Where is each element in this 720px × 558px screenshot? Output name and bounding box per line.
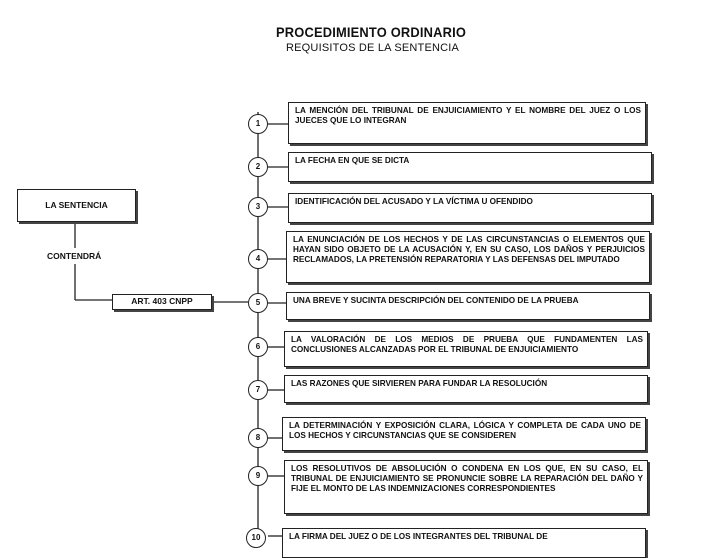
step-circle-2: 2 [248,157,268,177]
step-circle-8: 8 [248,428,268,448]
requirement-box-1: LA MENCIÓN DEL TRIBUNAL DE ENJUICIAMIENTO Y EL NOMBRE DEL JUEZ O LOS JUECES QUE LO INTEGRAN [288,102,646,144]
step-circle-6: 6 [248,337,268,357]
step-circle-1: 1 [248,114,268,134]
requirement-box-5: UNA BREVE Y SUCINTA DESCRIPCIÓN DEL CONTENIDO DE LA PRUEBA [286,292,650,320]
page-title: PROCEDIMIENTO ORDINARIO [276,24,467,40]
requirement-box-7: LAS RAZONES QUE SIRVIEREN PARA FUNDAR LA RESOLUCIÓN [284,375,648,403]
requirement-box-3: IDENTIFICACIÓN DEL ACUSADO Y LA VÍCTIMA U OFENDIDO [288,193,652,223]
step-circle-7: 7 [248,380,268,400]
sentencia-box [17,189,136,222]
requirement-box-6: LA VALORACIÓN DE LOS MEDIOS DE PRUEBA QUE FUNDAMENTEN LAS CONCLUSIONES ALCANZADAS POR EL TRIBUNAL DE ENJUICIAMIENTO [284,331,648,367]
step-circle-10: 10 [246,528,266,548]
step-circle-4: 4 [248,249,268,269]
contendra-label: CONTENDRÁ [47,251,102,261]
requirement-box-2: LA FECHA EN QUE SE DICTA [288,152,652,182]
article-label: ART. 403 CNPP [131,296,193,306]
sentencia-label: LA SENTENCIA [45,200,108,210]
page-subtitle: REQUISITOS DE LA SENTENCIA [286,42,460,54]
requirement-box-10: LA FIRMA DEL JUEZ O DE LOS INTEGRANTES DEL TRIBUNAL DE [282,528,646,558]
requirement-box-8: LA DETERMINACIÓN Y EXPOSICIÓN CLARA, LÓGICA Y COMPLETA DE CADA UNO DE LOS HECHOS Y CIRCUNSTANCIAS QUE SE CONSIDEREN [282,417,646,451]
step-circle-9: 9 [248,466,268,486]
requirement-box-9: LOS RESOLUTIVOS DE ABSOLUCIÓN O CONDENA EN LOS QUE, EN SU CASO, EL TRIBUNAL DE ENJUICIAMIENTO SE PRONUNCIE SOBRE LA REPARACIÓN DEL DAÑO Y FIJE EL MONTO DE LAS INDEMNIZACIONES CORRESPONDIENTES [284,460,648,514]
step-circle-3: 3 [248,197,268,217]
requirement-box-4: LA ENUNCIACIÓN DE LOS HECHOS Y DE LAS CIRCUNSTANCIAS O ELEMENTOS QUE HAYAN SIDO OBJETO DE LA ACUSACIÓN Y, EN SU CASO, LOS DAÑOS Y PERJUICIOS RECLAMADOS, LA PRETENSIÓN REPARATORIA Y LAS DEFENSAS DEL IMPUTADO [286,231,650,283]
article-box [112,294,212,310]
step-circle-5: 5 [248,293,268,313]
